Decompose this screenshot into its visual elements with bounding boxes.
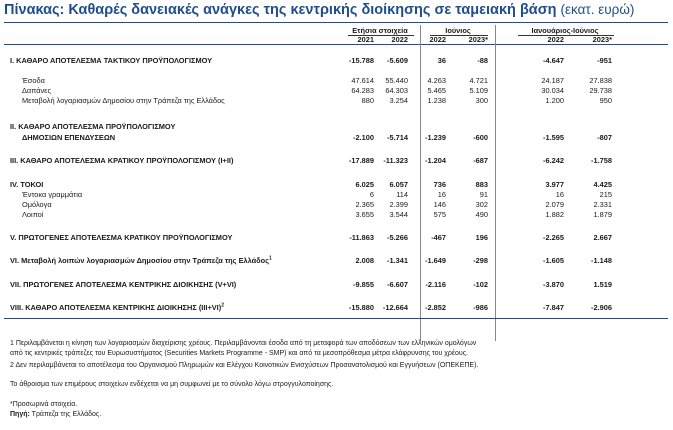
cell: -5.266: [387, 233, 408, 242]
cell: -2.265: [543, 233, 564, 242]
cell: 1.519: [593, 280, 612, 289]
cell: 146: [433, 200, 446, 209]
cell: 575: [433, 210, 446, 219]
cell: -2.906: [591, 303, 612, 312]
cell: 6.057: [389, 180, 408, 189]
cell: -807: [597, 133, 612, 142]
year-header: 2022: [391, 35, 408, 44]
cell: -467: [431, 233, 446, 242]
cell: 47.614: [351, 76, 374, 85]
year-header: 2022: [547, 35, 564, 44]
row-label-text: VIII. ΚΑΘΑΡΟ ΑΠΟΤΕΛΕΣΜΑ ΚΕΝΤΡΙΚΗΣ ΔΙΟΙΚΗΣΗΣ (III+VI): [10, 303, 222, 312]
cell: 36: [437, 56, 446, 65]
cell: 2.331: [593, 200, 612, 209]
year-header: 2022: [429, 35, 446, 44]
cell: 3.655: [355, 210, 374, 219]
source-note: [10, 410, 101, 420]
cell: 300: [475, 96, 488, 105]
cell: 490: [475, 210, 488, 219]
cell: 215: [599, 190, 612, 199]
provisional-note: *Προσωρινά στοιχεία.: [10, 401, 78, 408]
cell: 114: [396, 190, 408, 199]
title-main: Πίνακας: Καθαρές δανειακές ανάγκες της κεντρικής διοίκησης σε ταμειακή βάση: [4, 2, 557, 18]
table-row: [0, 180, 673, 190]
table-row: [0, 256, 673, 266]
cell: -11.323: [383, 156, 408, 165]
source-label: Πηγή:: [10, 411, 30, 418]
cell: 1.200: [545, 96, 564, 105]
row-label: Έντοκα γραμμάτια: [22, 190, 83, 199]
cell: 2.008: [355, 256, 374, 265]
row-label: Λοιποί: [22, 210, 44, 219]
cell: 1.879: [593, 210, 612, 219]
table-row: [0, 156, 673, 166]
table-row: [0, 200, 673, 210]
cell: 4.425: [593, 180, 612, 189]
cell: 3.254: [389, 96, 408, 105]
cell: -2.116: [425, 280, 446, 289]
cell: -5.609: [387, 56, 408, 65]
cell: -2.100: [353, 133, 374, 142]
cell: -11.863: [349, 233, 374, 242]
table-row: [0, 133, 673, 143]
cell: 29.738: [589, 86, 612, 95]
cell: -1.341: [387, 256, 408, 265]
cell: 4.721: [469, 76, 488, 85]
title-unit: (εκατ. ευρώ): [560, 2, 635, 17]
cell: 55.440: [385, 76, 408, 85]
cell: 880: [361, 96, 374, 105]
cell: 5.465: [427, 86, 446, 95]
cell: -15.788: [348, 56, 374, 65]
cell: -7.847: [543, 303, 564, 312]
row-label: Ομόλογα: [22, 200, 52, 209]
cell: 302: [475, 200, 488, 209]
year-header: 2023*: [468, 35, 488, 44]
rounding-note: Το άθροισμα των επιμέρους στοιχείων ενδέχεται να μη συμφωνεί με το σύνολο λόγω στρογγυλοποίησης.: [10, 381, 334, 388]
cell: 3.977: [545, 180, 564, 189]
row-label: IV. ΤΟΚΟΙ: [10, 180, 44, 189]
cell: 5.109: [469, 86, 488, 95]
cell: 950: [599, 96, 612, 105]
header-annual: Ετήσια στοιχεία: [352, 26, 408, 35]
row-label: II. ΚΑΘΑΡΟ ΑΠΟΤΕΛΕΣΜΑ ΠΡΟΫΠΟΛΟΓΙΣΜΟΥ: [10, 122, 176, 131]
table-row: [0, 280, 673, 290]
cell: -1.239: [425, 133, 446, 142]
table-row: [0, 303, 673, 313]
cell: 16: [555, 190, 564, 199]
footnote-marker: 2: [221, 302, 224, 309]
row-label: Μεταβολή λογαριασμών Δημοσίου στην Τράπεζα της Ελλάδος: [22, 96, 225, 105]
cell: 196: [475, 233, 488, 242]
cell: -298: [473, 256, 488, 265]
row-label: VII. ΠΡΩΤΟΓΕΝΕΣ ΑΠΟΤΕΛΕΣΜΑ ΚΕΝΤΡΙΚΗΣ ΔΙΟΙΚΗΣΗΣ (V+VI): [10, 280, 237, 289]
footnote-2: 2 Δεν περιλαμβάνεται το αποτέλεσμα του Οργανισμού Πληρωμών και Ελέγχου Κοινοτικών Ενισχύσεων Προσανατολισμού και Εγγυήσεων (ΟΠΕΚΕΠΕ).: [10, 362, 479, 369]
cell: 64.283: [351, 86, 374, 95]
table-row: [0, 190, 673, 200]
cell: -102: [473, 280, 488, 289]
table-row: [0, 96, 673, 106]
cell: -1.595: [543, 133, 564, 142]
table-row: [0, 210, 673, 220]
cell: 64.303: [385, 86, 408, 95]
row-label: [10, 256, 272, 266]
cell: 24.187: [541, 76, 564, 85]
footnote-marker: 1: [269, 255, 272, 262]
cell: 27.838: [589, 76, 612, 85]
cell: 1.238: [427, 96, 446, 105]
cell: -6.607: [387, 280, 408, 289]
cell: 6.025: [355, 180, 374, 189]
cell: -3.870: [543, 280, 564, 289]
table-title: [4, 2, 671, 18]
table-row-label-line1: [0, 122, 673, 132]
header-jan-jun: Ιανουάριος-Ιούνιος: [531, 26, 599, 35]
row-label: Δαπάνες: [22, 86, 52, 95]
cell: 2.667: [593, 233, 612, 242]
footnote-1-line2: από τις κεντρικές τράπεζες του Ευρωσυστήματος (Securities Markets Programme - SMP) και από τα μεσοπρόθεσμα μέτρα ελάφρυνσης του χρέους.: [10, 350, 469, 357]
table-bottom-rule: [4, 318, 668, 319]
header-june: Ιούνιος: [445, 26, 471, 35]
table-row: [0, 233, 673, 243]
cell: -1.605: [543, 256, 564, 265]
cell: -986: [473, 303, 488, 312]
cell: -1.649: [425, 256, 446, 265]
cell: -4.647: [543, 56, 564, 65]
cell: 4.263: [427, 76, 446, 85]
cell: 2.365: [355, 200, 374, 209]
cell: -1.758: [591, 156, 612, 165]
header-rule: [4, 44, 668, 45]
row-label: III. ΚΑΘΑΡΟ ΑΠΟΤΕΛΕΣΜΑ ΚΡΑΤΙΚΟΥ ΠΡΟΫΠΟΛΟΓΙΣΜΟΥ (I+II): [10, 156, 234, 165]
row-label-line2: ΔΗΜΟΣΙΩΝ ΕΠΕΝΔΥΣΕΩΝ: [22, 133, 116, 142]
footnote-1-line1: 1 Περιλαμβάνεται η κίνηση των λογαριασμών διαχείρισης χρέους. Περιλαμβάνονται έσοδα από τη μεταφορά των αποδόσεων των ελληνικών ομολόγων: [10, 340, 477, 347]
cell: -9.855: [353, 280, 374, 289]
table-row: [0, 86, 673, 96]
cell: 91: [479, 190, 488, 199]
title-rule: [4, 22, 668, 23]
cell: -2.852: [425, 303, 446, 312]
cell: -600: [473, 133, 488, 142]
row-label: [10, 303, 224, 313]
cell: 736: [433, 180, 446, 189]
cell: 2.079: [545, 200, 564, 209]
cell: 1.882: [545, 210, 564, 219]
cell: 30.034: [541, 86, 564, 95]
year-header: 2021: [357, 35, 374, 44]
cell: 2.399: [389, 200, 408, 209]
row-label-text: VI. Μεταβολή λοιπών λογαριασμών Δημοσίου στην Τράπεζα της Ελλάδος: [10, 256, 270, 265]
source-text: Τράπεζα της Ελλάδος.: [29, 411, 102, 418]
cell: -15.880: [348, 303, 374, 312]
cell: -6.242: [543, 156, 564, 165]
cell: -951: [597, 56, 612, 65]
year-header: 2023*: [592, 35, 612, 44]
cell: -687: [473, 156, 488, 165]
row-label: V. ΠΡΩΤΟΓΕΝΕΣ ΑΠΟΤΕΛΕΣΜΑ ΚΡΑΤΙΚΟΥ ΠΡΟΫΠΟΛΟΓΙΣΜΟΥ: [10, 233, 233, 242]
table-row: [0, 56, 673, 66]
row-label: Έσοδα: [22, 76, 45, 85]
table-row: [0, 76, 673, 86]
cell: -12.664: [382, 303, 408, 312]
cell: 3.544: [389, 210, 408, 219]
cell: -5.714: [387, 133, 408, 142]
cell: 883: [475, 180, 488, 189]
cell: -1.204: [425, 156, 446, 165]
cell: -88: [477, 56, 488, 65]
cell: -1.148: [591, 256, 612, 265]
cell: 6: [369, 190, 374, 199]
row-label: I. ΚΑΘΑΡΟ ΑΠΟΤΕΛΕΣΜΑ ΤΑΚΤΙΚΟΥ ΠΡΟΫΠΟΛΟΓΙΣΜΟΥ: [10, 56, 213, 65]
cell: 16: [437, 190, 446, 199]
cell: -17.889: [348, 156, 374, 165]
